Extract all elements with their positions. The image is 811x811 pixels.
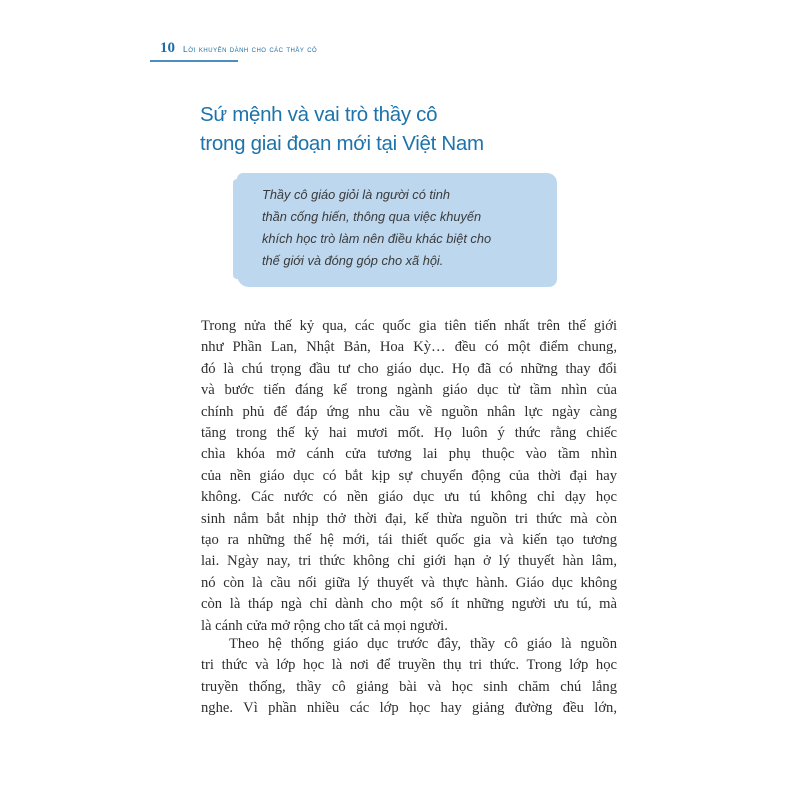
body-paragraph-1 [201, 316, 617, 637]
text-line: tăng trong thế kỷ hai mươi mốt. Họ luôn ý thức rằng chiếc [201, 425, 617, 442]
pull-quote [262, 184, 552, 272]
page-number: 10 [160, 40, 175, 56]
header-rule [150, 60, 238, 62]
text-line: không. Các nước có nền giáo dục ưu tú không chỉ dạy học [201, 489, 617, 506]
text-line: nó còn là cầu nối giữa lý thuyết và thực hành. Giáo dục không [201, 574, 617, 591]
text-line: chìa khóa mở cánh cửa tương lai phụ thuộc vào tầm nhìn [201, 446, 617, 463]
text-line: nghe. Vì phần nhiều các lớp học hay giảng đường đều lớn, [201, 700, 617, 717]
text-line: tri thức và lớp học là nơi để truyền thụ tri thức. Trong lớp học [201, 657, 617, 674]
text-line: tạo ra những thế hệ mới, tái thiết quốc gia và kiến tạo tương [201, 532, 617, 549]
text-line: Trong nửa thế kỷ qua, các quốc gia tiên tiến nhất trên thế giới [201, 318, 617, 334]
text-line: còn là tháp ngà chỉ dành cho một số ít những người ưu tú, mà [201, 596, 617, 613]
text-line: và bước tiến đáng kể trong ngành giáo dục từ tầm nhìn của [201, 382, 617, 399]
text-line: lai. Ngày nay, tri thức không chỉ giới hạn ở lý thuyết hàn lâm, [201, 553, 617, 570]
text-line: là cánh cửa mở rộng cho tất cả mọi người. [201, 617, 448, 634]
quote-line: Thầy cô giáo giỏi là người có tinh [262, 187, 450, 202]
quote-line: khích học trò làm nên điều khác biệt cho [262, 231, 492, 246]
running-header [160, 40, 317, 57]
body-paragraph-2 [201, 634, 617, 720]
section-title-line: Sứ mệnh và vai trò thầy cô [200, 103, 438, 126]
running-title: Lời khuyên dành cho các thầy cô [183, 44, 318, 54]
text-line: chính phủ để đáp ứng nhu cầu về nguồn nhân lực ngày càng [201, 403, 617, 420]
text-line: như Phần Lan, Nhật Bản, Hoa Kỳ… đều có một điểm chung, [201, 339, 617, 356]
section-title-line: trong giai đoạn mới tại Việt Nam [200, 132, 484, 155]
text-line: sinh nắm bắt nhịp thở thời đại, kế thừa nguồn tri thức mà còn [201, 510, 617, 527]
text-line: Theo hệ thống giáo dục trước đây, thầy cô giáo là nguồn [229, 636, 617, 652]
text-line: của nền giáo dục có bắt kịp sự chuyển động của thời đại hay [201, 467, 617, 484]
quote-line: thế giới và đóng góp cho xã hội. [262, 253, 444, 268]
text-line: đó là chú trọng đầu tư cho giáo dục. Họ đã có những thay đổi [201, 360, 617, 377]
quote-line: thần cống hiến, thông qua việc khuyến [262, 209, 482, 224]
section-title [200, 100, 620, 158]
text-line: truyền thống, thầy cô giảng bài và học sinh chăm chú lắng [201, 678, 617, 695]
